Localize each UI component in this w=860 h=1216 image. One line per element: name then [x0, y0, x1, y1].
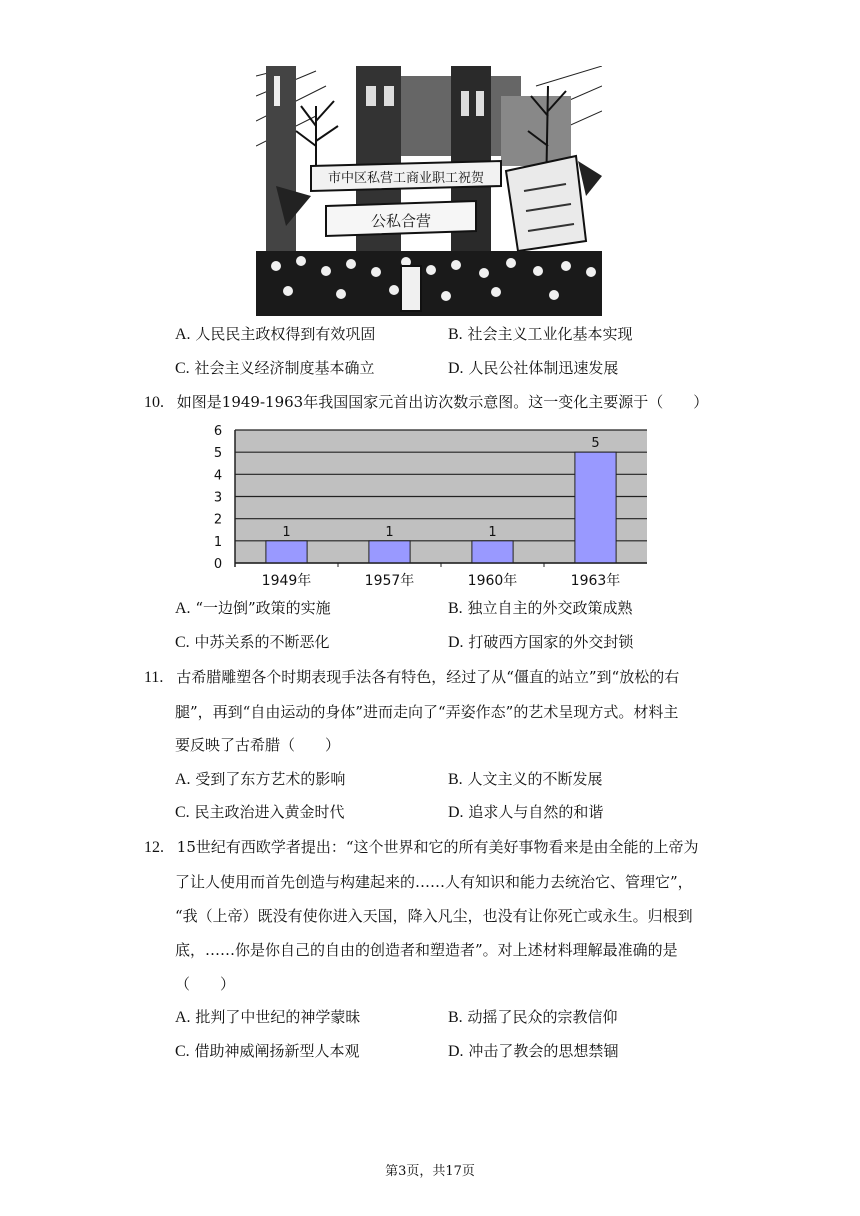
option-letter: C.: [175, 360, 190, 377]
question-10-stem: [144, 392, 708, 413]
q11-option-a: [175, 769, 345, 790]
option-letter: B.: [448, 771, 463, 788]
y-tick-label: 6: [213, 424, 223, 439]
parade-illustration-svg: [256, 66, 602, 316]
option-text: 批判了中世纪的神学蒙昧: [195, 1008, 361, 1026]
option-text: 民主政治进入黄金时代: [194, 803, 345, 821]
option-text: 动摇了民众的宗教信仰: [467, 1008, 618, 1026]
option-text: 社会主义经济制度基本确立: [194, 359, 375, 377]
q10-option-c: [175, 632, 329, 653]
q9-option-a: [175, 324, 375, 345]
y-tick-label: 2: [213, 512, 223, 528]
option-text: 受到了东方艺术的影响: [195, 770, 346, 788]
option-letter: A.: [175, 326, 191, 343]
q12-option-b: [448, 1007, 617, 1028]
option-text: 中苏关系的不断恶化: [194, 633, 330, 651]
option-letter: B.: [448, 600, 463, 617]
question-text: 15世纪有西欧学者提出：“这个世界和它的所有美好事物看来是由全能的上帝为: [176, 838, 699, 856]
bar: [266, 541, 307, 563]
q9-option-c: [175, 358, 374, 379]
x-tick-label: 1963年: [570, 573, 621, 589]
data-label: 1: [488, 524, 497, 540]
option-text: 追求人与自然的和谐: [468, 803, 604, 821]
question-11-line-3: 要反映了古希腊（ ）: [175, 736, 341, 754]
question-number: 12.: [144, 839, 164, 856]
x-tick-label: 1960年: [467, 573, 518, 589]
visits-bar-chart: [200, 418, 650, 598]
parade-illustration: [256, 66, 602, 316]
option-letter: B.: [448, 326, 463, 343]
option-letter: D.: [448, 1043, 464, 1060]
page-footer: 第3页，共17页: [385, 1164, 475, 1179]
option-letter: D.: [448, 804, 464, 821]
data-label: 1: [385, 524, 394, 540]
x-tick-label: 1957年: [364, 573, 415, 589]
data-label: 1: [282, 524, 291, 540]
bar: [575, 452, 616, 563]
question-12-line-4: 底，……你是你自己的自由的创造者和塑造者”。对上述材料理解最准确的是: [175, 941, 678, 959]
option-text: 借助神威阐扬新型人本观: [194, 1042, 360, 1060]
bar: [472, 541, 513, 563]
q12-option-d: [448, 1041, 618, 1062]
q12-option-a: [175, 1007, 360, 1028]
option-letter: A.: [175, 771, 191, 788]
question-text: 如图是1949-1963年我国国家元首出访次数示意图。这一变化主要源于（ ）: [176, 393, 709, 411]
y-tick-label: 0: [213, 557, 223, 572]
option-letter: A.: [175, 600, 191, 617]
q10-option-b: [448, 598, 632, 619]
option-text: 社会主义工业化基本实现: [467, 325, 633, 343]
option-letter: D.: [448, 360, 464, 377]
sign-text: 公私合营: [370, 212, 432, 230]
question-11-line-2: 腿”，再到“自由运动的身体”进而走向了“弄姿作态”的艺术呈现方式。材料主: [175, 703, 679, 721]
y-tick-label: 1: [213, 534, 223, 550]
question-12-line-2: 了让人使用而首先创造与构建起来的……人有知识和能力去统治它、管理它”，: [175, 873, 693, 891]
option-text: “一边倒”政策的实施: [195, 599, 331, 617]
q10-option-d: [448, 632, 633, 653]
question-number: 11.: [144, 669, 164, 686]
option-text: 人民民主政权得到有效巩固: [195, 325, 376, 343]
q10-option-a: [175, 598, 331, 619]
q9-option-d: [448, 358, 618, 379]
q12-option-c: [175, 1041, 359, 1062]
question-12-line-1: [144, 837, 699, 858]
question-number: 10.: [144, 394, 164, 411]
option-letter: D.: [448, 634, 464, 651]
option-text: 打破西方国家的外交封锁: [468, 633, 634, 651]
q9-option-b: [448, 324, 632, 345]
q11-option-c: [175, 802, 344, 823]
data-label: 5: [591, 436, 600, 452]
q11-option-b: [448, 769, 602, 790]
x-tick-label: 1949年: [261, 573, 312, 589]
option-text: 人文主义的不断发展: [467, 770, 603, 788]
y-tick-label: 3: [213, 490, 223, 506]
option-letter: B.: [448, 1009, 463, 1026]
option-letter: C.: [175, 634, 190, 651]
question-text: 古希腊雕塑各个时期表现手法各有特色，经过了从“僵直的站立”到“放松的右: [176, 668, 680, 686]
question-11-line-1: [144, 667, 679, 688]
option-letter: C.: [175, 804, 190, 821]
banner-text: 市中区私营工商业职工祝贺: [327, 171, 485, 186]
visits-bar-chart-svg: [200, 418, 650, 598]
question-12-line-3: “我（上帝）既没有使你进入天国，降入凡尘，也没有让你死亡或永生。归根到: [175, 907, 693, 925]
option-text: 人民公社体制迅速发展: [468, 359, 619, 377]
option-text: 冲击了教会的思想禁锢: [468, 1042, 619, 1060]
option-letter: C.: [175, 1043, 190, 1060]
option-text: 独立自主的外交政策成熟: [467, 599, 633, 617]
bar: [369, 541, 410, 563]
y-tick-label: 5: [213, 446, 223, 462]
option-letter: A.: [175, 1009, 191, 1026]
y-tick-label: 4: [213, 468, 223, 484]
question-12-line-5: （ ）: [175, 975, 236, 993]
q11-option-d: [448, 802, 603, 823]
